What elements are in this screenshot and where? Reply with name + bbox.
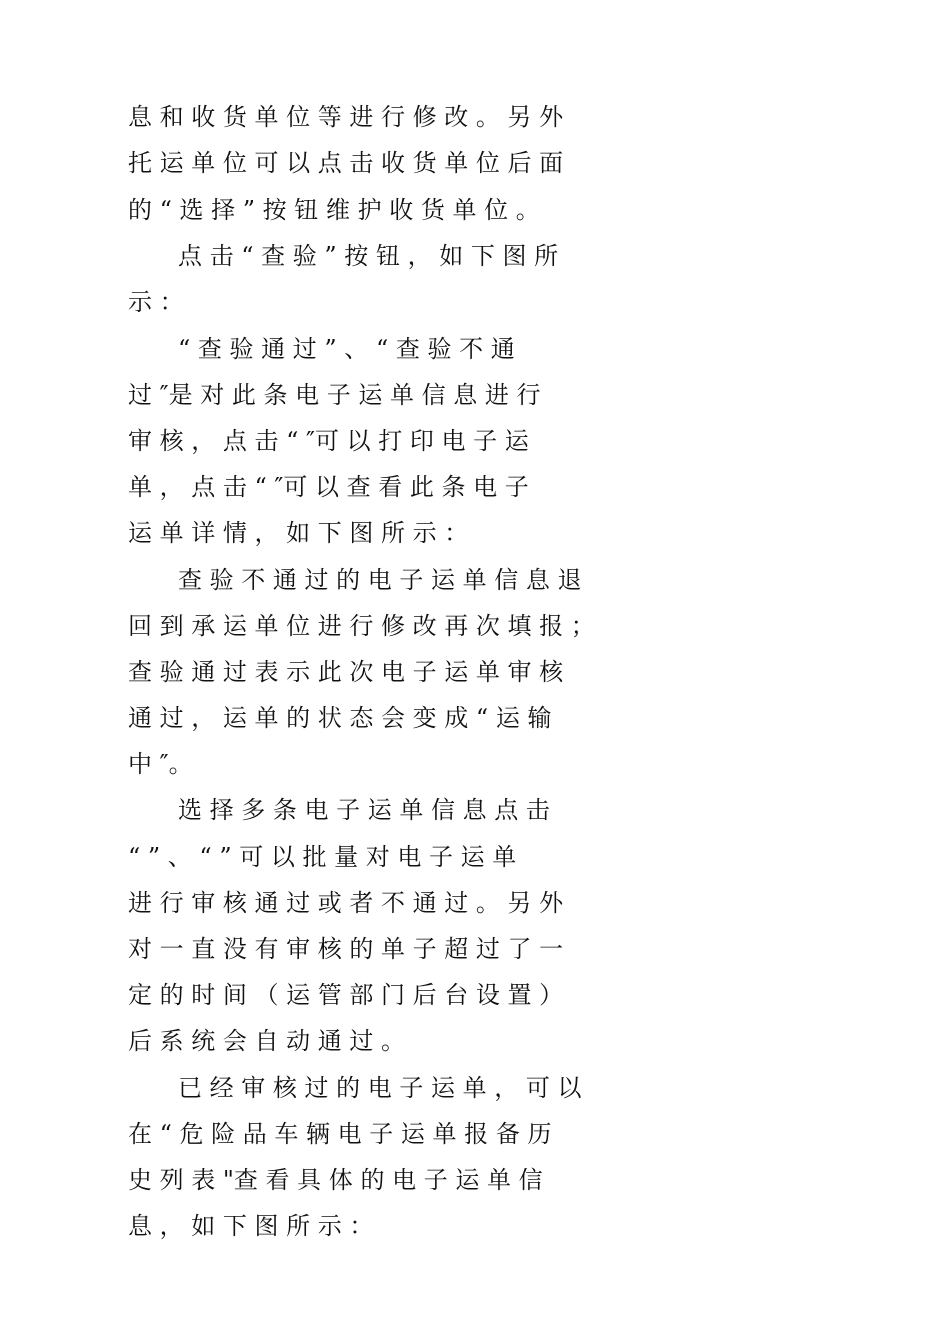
text-line: 审 核 ， 点 击 “ ″可 以 打 印 电 子 运: [128, 427, 529, 455]
text-line: 示 ：: [128, 288, 184, 316]
text-line: 的 “ 选 择 ” 按 钮 维 护 收 货 单 位 。: [128, 196, 540, 224]
text-line: 选 择 多 条 电 子 运 单 信 息 点 击: [178, 796, 550, 824]
text-line: 点 击 “ 查 验 ” 按 钮 ， 如 下 图 所: [178, 242, 559, 270]
text-line: 定 的 时 间 （ 运 管 部 门 后 台 设 置 ）: [128, 981, 564, 1009]
text-line: 进 行 审 核 通 过 或 者 不 通 过 。 另 外: [128, 889, 564, 917]
text-line: 息 和 收 货 单 位 等 进 行 修 改 。 另 外: [128, 103, 564, 131]
text-line: 过 ″是 对 此 条 电 子 运 单 信 息 进 行: [128, 381, 541, 409]
text-line: 史 列 表 "查 看 具 体 的 电 子 运 单 信: [128, 1166, 543, 1194]
text-line: 托 运 单 位 可 以 点 击 收 货 单 位 后 面: [128, 149, 564, 177]
text-line: “ 查 验 通 过 ” 、 “ 查 验 不 通: [178, 335, 515, 363]
text-line: 查 验 通 过 表 示 此 次 电 子 运 单 审 核: [128, 658, 564, 686]
text-line: 回 到 承 运 单 位 进 行 修 改 再 次 填 报 ；: [128, 612, 595, 640]
text-line: 中 ″。: [128, 750, 193, 778]
text-line: 查 验 不 通 过 的 电 子 运 单 信 息 退: [178, 566, 582, 594]
text-line: 对 一 直 没 有 审 核 的 单 子 超 过 了 一: [128, 935, 564, 963]
text-line: 后 系 统 会 自 动 通 过 。: [128, 1027, 406, 1055]
text-line: 在 “ 危 险 品 车 辆 电 子 运 单 报 备 历: [128, 1120, 552, 1148]
text-line: 息 ， 如 下 图 所 示 ：: [128, 1212, 374, 1240]
text-line: 通 过 ， 运 单 的 状 态 会 变 成 “ 运 输: [128, 704, 552, 732]
text-line: “ ” 、 “ ” 可 以 批 量 对 电 子 运 单: [128, 843, 517, 871]
text-line: 已 经 审 核 过 的 电 子 运 单 ， 可 以: [178, 1074, 582, 1102]
text-line: 单 ， 点 击 “ ″可 以 查 看 此 条 电 子: [128, 473, 529, 501]
text-line: 运 单 详 情 ， 如 下 图 所 示 ：: [128, 519, 469, 547]
